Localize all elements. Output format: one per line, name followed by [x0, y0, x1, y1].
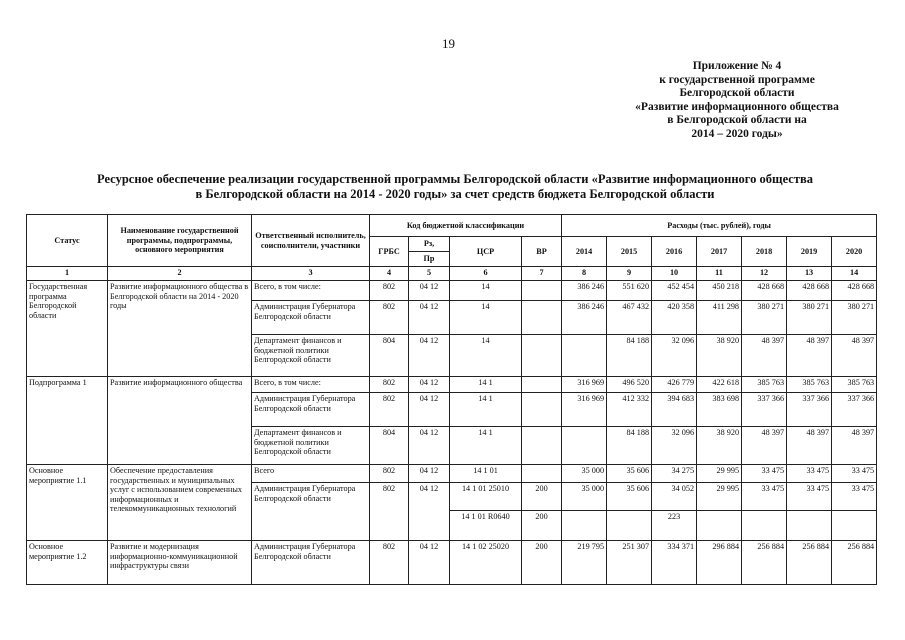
column-number: 13 — [787, 267, 832, 281]
column-number: 1 — [27, 267, 108, 281]
header-grbs: ГРБС — [370, 237, 409, 267]
value-cell: 394 683 — [652, 393, 697, 427]
header-executor: Ответственный исполнитель, соисполнители, участники — [252, 215, 370, 267]
executor-cell: Администрация Губернатора Белгородской области — [252, 483, 370, 541]
value-cell: 32 096 — [652, 335, 697, 377]
value-cell: 428 668 — [832, 281, 877, 301]
value-cell: 34 275 — [652, 465, 697, 483]
name-cell: Развитие информационного общества в Белгородской области на 2014 - 2020 годы — [108, 281, 252, 377]
csr-cell: 14 1 02 25020 — [450, 541, 522, 585]
executor-cell: Департамент финансов и бюджетной политики Белгородской области — [252, 335, 370, 377]
value-cell: 316 969 — [562, 377, 607, 393]
grbs-cell: 802 — [370, 541, 409, 585]
column-number: 3 — [252, 267, 370, 281]
header-status: Статус — [27, 215, 108, 267]
vr-cell — [522, 465, 562, 483]
value-cell: 385 763 — [742, 377, 787, 393]
title-line: Ресурсное обеспечение реализации государственной программы Белгородской области «Развитие информационного общества — [97, 172, 813, 186]
value-cell: 467 432 — [607, 301, 652, 335]
value-cell: 256 884 — [742, 541, 787, 585]
table-row — [27, 465, 877, 483]
value-cell: 223 — [652, 511, 697, 541]
grbs-cell: 802 — [370, 465, 409, 483]
value-cell: 428 668 — [787, 281, 832, 301]
value-cell: 33 475 — [832, 465, 877, 483]
appendix-line: «Развитие информационного общества — [635, 100, 839, 113]
table-row — [27, 281, 877, 301]
vr-cell — [522, 281, 562, 301]
csr-cell: 14 — [450, 335, 522, 377]
value-cell: 38 920 — [697, 335, 742, 377]
column-number: 10 — [652, 267, 697, 281]
vr-cell — [522, 335, 562, 377]
status-cell: Государственная программа Белгородской области — [27, 281, 108, 377]
column-number-row — [27, 267, 877, 281]
grbs-cell: 802 — [370, 281, 409, 301]
rzpr-cell: 04 12 — [409, 541, 450, 585]
value-cell — [562, 335, 607, 377]
executor-cell: Департамент финансов и бюджетной политики Белгородской области — [252, 427, 370, 465]
executor-cell: Администрация Губернатора Белгородской области — [252, 541, 370, 585]
rzpr-cell: 04 12 — [409, 335, 450, 377]
csr-cell: 14 — [450, 301, 522, 335]
column-number: 6 — [450, 267, 522, 281]
name-cell: Развитие информационного общества — [108, 377, 252, 465]
grbs-cell: 802 — [370, 377, 409, 393]
value-cell: 34 052 — [652, 483, 697, 511]
appendix-line: в Белгородской области на — [667, 114, 807, 126]
column-number: 8 — [562, 267, 607, 281]
rzpr-cell: 04 12 — [409, 281, 450, 301]
title-line: в Белгородской области на 2014 - 2020 годы» за счет средств бюджета Белгородской области — [195, 187, 715, 201]
value-cell: 35 606 — [607, 483, 652, 511]
value-cell: 386 246 — [562, 281, 607, 301]
rzpr-cell: 04 12 — [409, 465, 450, 483]
header-year: 2018 — [742, 237, 787, 267]
value-cell: 48 397 — [742, 427, 787, 465]
value-cell: 380 271 — [787, 301, 832, 335]
value-cell: 383 698 — [697, 393, 742, 427]
value-cell: 256 884 — [787, 541, 832, 585]
grbs-cell: 804 — [370, 427, 409, 465]
value-cell: 337 366 — [742, 393, 787, 427]
column-number: 14 — [832, 267, 877, 281]
vr-cell: 200 — [522, 541, 562, 585]
value-cell: 29 995 — [697, 483, 742, 511]
value-cell: 420 358 — [652, 301, 697, 335]
value-cell — [607, 511, 652, 541]
value-cell: 316 969 — [562, 393, 607, 427]
value-cell — [787, 511, 832, 541]
rzpr-cell: 04 12 — [409, 301, 450, 335]
appendix-header — [607, 60, 867, 141]
csr-cell: 14 1 01 25010 — [450, 483, 522, 511]
document-title — [40, 172, 870, 202]
csr-cell: 14 1 — [450, 377, 522, 393]
header-year: 2020 — [832, 237, 877, 267]
value-cell: 380 271 — [832, 301, 877, 335]
header-rz-pr — [409, 237, 450, 267]
value-cell: 385 763 — [787, 377, 832, 393]
column-number: 4 — [370, 267, 409, 281]
value-cell: 84 188 — [607, 427, 652, 465]
appendix-line: Приложение № 4 — [692, 60, 782, 72]
name-cell: Развитие и модернизация информационно-коммуникационной инфраструктуры связи — [108, 541, 252, 585]
column-number: 9 — [607, 267, 652, 281]
header-name: Наименование государственной программы, подпрограммы, основного мероприятия — [108, 215, 252, 267]
header-code-group: Код бюджетной классификации — [370, 215, 562, 237]
vr-cell: 200 — [522, 483, 562, 511]
value-cell: 33 475 — [832, 483, 877, 511]
value-cell: 35 000 — [562, 483, 607, 511]
value-cell — [562, 511, 607, 541]
resource-table — [26, 214, 877, 585]
vr-cell: 200 — [522, 511, 562, 541]
value-cell: 251 307 — [607, 541, 652, 585]
value-cell: 296 884 — [697, 541, 742, 585]
value-cell: 337 366 — [787, 393, 832, 427]
csr-cell: 14 1 01 — [450, 465, 522, 483]
executor-cell: Администрация Губернатора Белгородской области — [252, 301, 370, 335]
value-cell: 48 397 — [787, 427, 832, 465]
executor-cell: Администрация Губернатора Белгородской области — [252, 393, 370, 427]
value-cell: 33 475 — [787, 483, 832, 511]
value-cell — [697, 511, 742, 541]
value-cell: 496 520 — [607, 377, 652, 393]
rzpr-cell: 04 12 — [409, 427, 450, 465]
csr-cell: 14 1 — [450, 427, 522, 465]
status-cell: Основное мероприятие 1.1 — [27, 465, 108, 541]
table-row — [27, 377, 877, 393]
column-number: 11 — [697, 267, 742, 281]
value-cell: 385 763 — [832, 377, 877, 393]
header-year: 2017 — [697, 237, 742, 267]
value-cell — [742, 511, 787, 541]
vr-cell — [522, 301, 562, 335]
value-cell: 84 188 — [607, 335, 652, 377]
column-number: 12 — [742, 267, 787, 281]
value-cell: 334 371 — [652, 541, 697, 585]
grbs-cell: 802 — [370, 483, 409, 541]
value-cell: 38 920 — [697, 427, 742, 465]
appendix-line: 2014 – 2020 годы» — [691, 127, 783, 140]
value-cell: 35 000 — [562, 465, 607, 483]
value-cell: 551 620 — [607, 281, 652, 301]
page-number: 19 — [442, 36, 455, 51]
executor-cell: Всего — [252, 465, 370, 483]
value-cell: 412 332 — [607, 393, 652, 427]
grbs-cell: 802 — [370, 393, 409, 427]
value-cell: 33 475 — [742, 465, 787, 483]
value-cell: 35 606 — [607, 465, 652, 483]
grbs-cell: 802 — [370, 301, 409, 335]
table-row — [27, 541, 877, 585]
rzpr-cell: 04 12 — [409, 377, 450, 393]
vr-cell — [522, 393, 562, 427]
value-cell: 386 246 — [562, 301, 607, 335]
header-pr: Пр — [423, 254, 435, 263]
header-rz: Рз, — [409, 237, 449, 252]
value-cell: 48 397 — [742, 335, 787, 377]
value-cell: 48 397 — [787, 335, 832, 377]
name-cell: Обеспечение предоставления государственных и муниципальных услуг с использованием современных информационных и телекоммуникационных технологий — [108, 465, 252, 541]
value-cell: 380 271 — [742, 301, 787, 335]
column-number: 5 — [409, 267, 450, 281]
executor-cell: Всего, в том числе: — [252, 377, 370, 393]
appendix-line: к государственной программе — [659, 73, 815, 86]
value-cell: 450 218 — [697, 281, 742, 301]
header-year: 2019 — [787, 237, 832, 267]
status-cell: Подпрограмма 1 — [27, 377, 108, 465]
value-cell: 32 096 — [652, 427, 697, 465]
vr-cell — [522, 427, 562, 465]
value-cell: 48 397 — [832, 427, 877, 465]
value-cell: 428 668 — [742, 281, 787, 301]
value-cell: 422 618 — [697, 377, 742, 393]
vr-cell — [522, 377, 562, 393]
header-year: 2016 — [652, 237, 697, 267]
value-cell: 256 884 — [832, 541, 877, 585]
rzpr-cell: 04 12 — [409, 483, 450, 541]
value-cell: 452 454 — [652, 281, 697, 301]
csr-cell: 14 — [450, 281, 522, 301]
header-csr: ЦСР — [450, 237, 522, 267]
executor-cell: Всего, в том числе: — [252, 281, 370, 301]
value-cell: 33 475 — [742, 483, 787, 511]
header-expenses-group: Расходы (тыс. рублей), годы — [562, 215, 877, 237]
header-year: 2015 — [607, 237, 652, 267]
rzpr-cell: 04 12 — [409, 393, 450, 427]
appendix-line: Белгородской области — [679, 87, 795, 99]
value-cell: 426 779 — [652, 377, 697, 393]
column-number: 2 — [108, 267, 252, 281]
value-cell: 29 995 — [697, 465, 742, 483]
header-vr: ВР — [522, 237, 562, 267]
value-cell: 33 475 — [787, 465, 832, 483]
value-cell: 219 795 — [562, 541, 607, 585]
value-cell: 411 298 — [697, 301, 742, 335]
csr-cell: 14 1 — [450, 393, 522, 427]
value-cell — [832, 511, 877, 541]
value-cell: 337 366 — [832, 393, 877, 427]
value-cell: 48 397 — [832, 335, 877, 377]
grbs-cell: 804 — [370, 335, 409, 377]
csr-cell: 14 1 01 R0640 — [450, 511, 522, 541]
status-cell: Основное мероприятие 1.2 — [27, 541, 108, 585]
header-year: 2014 — [562, 237, 607, 267]
value-cell — [562, 427, 607, 465]
column-number: 7 — [522, 267, 562, 281]
